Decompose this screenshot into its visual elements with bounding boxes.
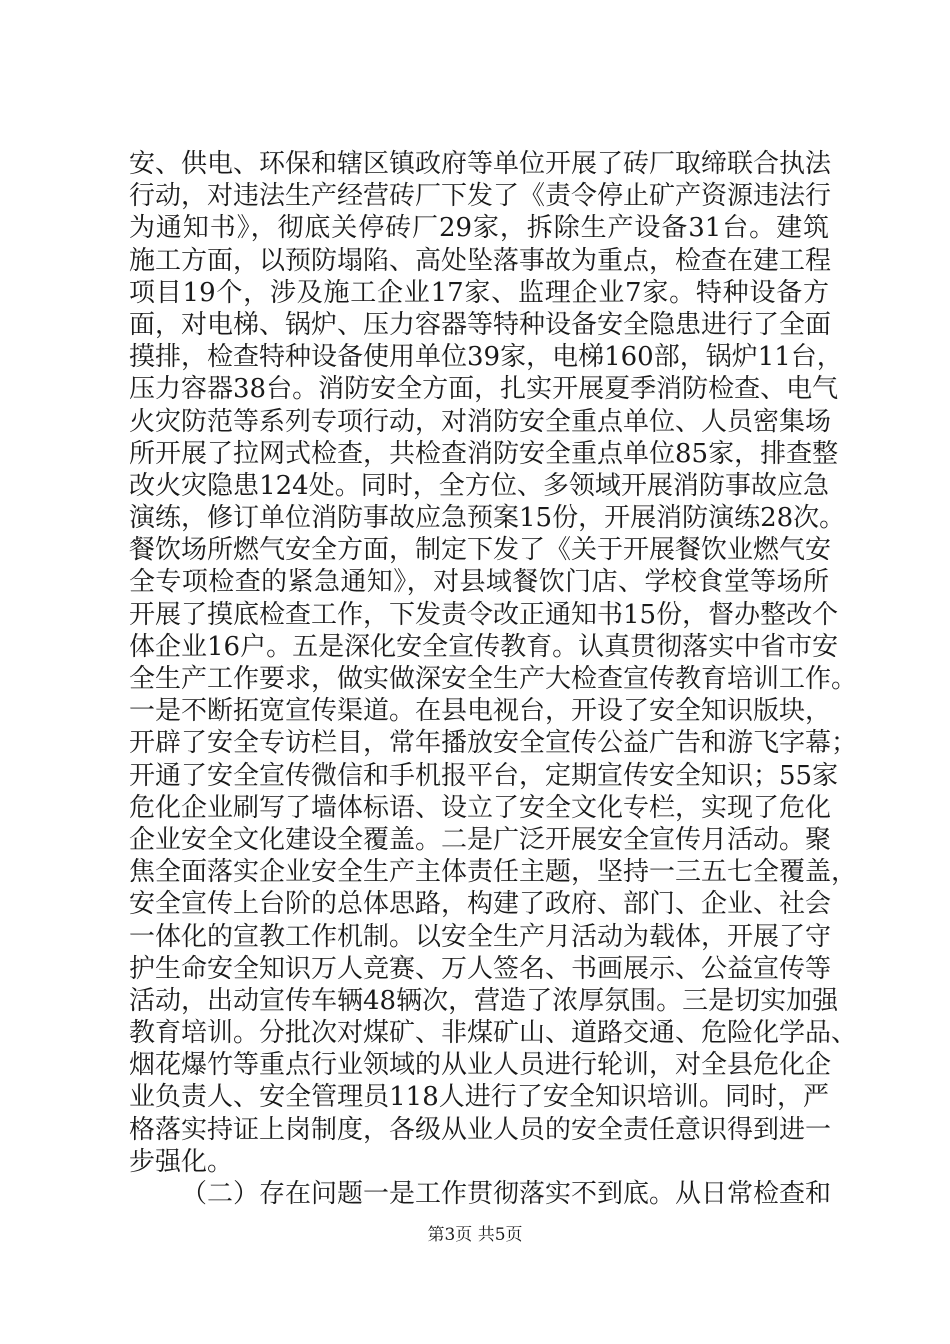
text-line: 项目19个，涉及施工企业17家、监理企业7家。特种设备方 bbox=[129, 277, 829, 308]
text-line: 施工方面，以预防塌陷、高处坠落事故为重点，检查在建工程 bbox=[129, 245, 832, 276]
text-line: 全生产工作要求，做实做深安全生产大检查宣传教育培训工作。 bbox=[129, 664, 858, 694]
text-line: 一体化的宣教工作机制。以安全生产月活动为载体，开展了守 bbox=[129, 921, 832, 952]
text-line: 安、供电、环保和辖区镇政府等单位开展了砖厂取缔联合执法 bbox=[129, 149, 832, 179]
text-line: 业负责人、安全管理员118人进行了安全知识培训。同时，严 bbox=[129, 1082, 829, 1113]
text-line: 压力容器38台。消防安全方面，扎实开展夏季消防检查、电气 bbox=[129, 374, 839, 405]
text-line: 全专项检查的紧急通知》，对县域餐饮门店、学校食堂等场所 bbox=[129, 567, 829, 598]
text-line: 餐饮场所燃气安全方面，制定下发了《关于开展餐饮业燃气安 bbox=[129, 535, 832, 566]
body-text bbox=[129, 148, 858, 1210]
text-line: 演练，修订单位消防事故应急预案15份，开展消防演练28次。 bbox=[129, 503, 846, 534]
text-line: 行动，对违法生产经营砖厂下发了《责令停止矿产资源违法行 bbox=[129, 181, 832, 212]
text-line: 为通知书》，彻底关停砖厂29家，拆除生产设备31台。建筑 bbox=[129, 213, 829, 244]
text-line: 企业安全文化建设全覆盖。二是广泛开展安全宣传月活动。聚 bbox=[129, 824, 832, 855]
text-line: 开通了安全宣传微信和手机报平台，定期宣传安全知识；55家 bbox=[129, 760, 839, 791]
text-line: 焦全面落实企业安全生产主体责任主题，坚持一三五七全覆盖， bbox=[129, 857, 858, 888]
text-line: 开展了摸底检查工作，下发责令改正通知书15份，督办整改个 bbox=[129, 599, 839, 630]
text-line: 烟花爆竹等重点行业领域的从业人员进行轮训，对全县危化企 bbox=[129, 1050, 832, 1081]
text-line: 一是不断拓宽宣传渠道。在县电视台，开设了安全知识版块， bbox=[129, 696, 832, 727]
text-line: 步强化。 bbox=[129, 1146, 234, 1177]
text-line: 安全宣传上台阶的总体思路，构建了政府、部门、企业、社会 bbox=[129, 889, 832, 920]
text-line: 开辟了安全专访栏目，常年播放安全宣传公益广告和游飞字幕； bbox=[129, 728, 858, 759]
text-line: 护生命安全知识万人竞赛、万人签名、书画展示、公益宣传等 bbox=[129, 953, 832, 984]
text-line: 所开展了拉网式检查，共检查消防安全重点单位85家，排查整 bbox=[129, 438, 839, 469]
text-line: 格落实持证上岗制度，各级从业人员的安全责任意识得到进一 bbox=[129, 1114, 832, 1145]
text-line: 危化企业刷写了墙体标语、设立了安全文化专栏，实现了危化 bbox=[129, 792, 832, 823]
text-line: 摸排，检查特种设备使用单位39家，电梯160部，锅炉11台， bbox=[129, 342, 843, 373]
text-line: 教育培训。分批次对煤矿、非煤矿山、道路交通、危险化学品、 bbox=[129, 1018, 858, 1049]
section-heading-line: （二）存在问题一是工作贯彻落实不到底。从日常检查和 bbox=[181, 1179, 832, 1209]
text-line: 活动，出动宣传车辆48辆次，营造了浓厚氛围。三是切实加强 bbox=[129, 985, 839, 1016]
text-line: 火灾防范等系列专项行动，对消防安全重点单位、人员密集场 bbox=[129, 406, 832, 437]
text-line: 面，对电梯、锅炉、压力容器等特种设备安全隐患进行了全面 bbox=[129, 309, 832, 340]
text-line: 改火灾隐患124处。同时，全方位、多领域开展消防事故应急 bbox=[129, 470, 829, 501]
text-line: 体企业16户。五是深化安全宣传教育。认真贯彻落实中省市安 bbox=[129, 631, 839, 662]
page-number: 第3页 共5页 bbox=[427, 1225, 523, 1245]
